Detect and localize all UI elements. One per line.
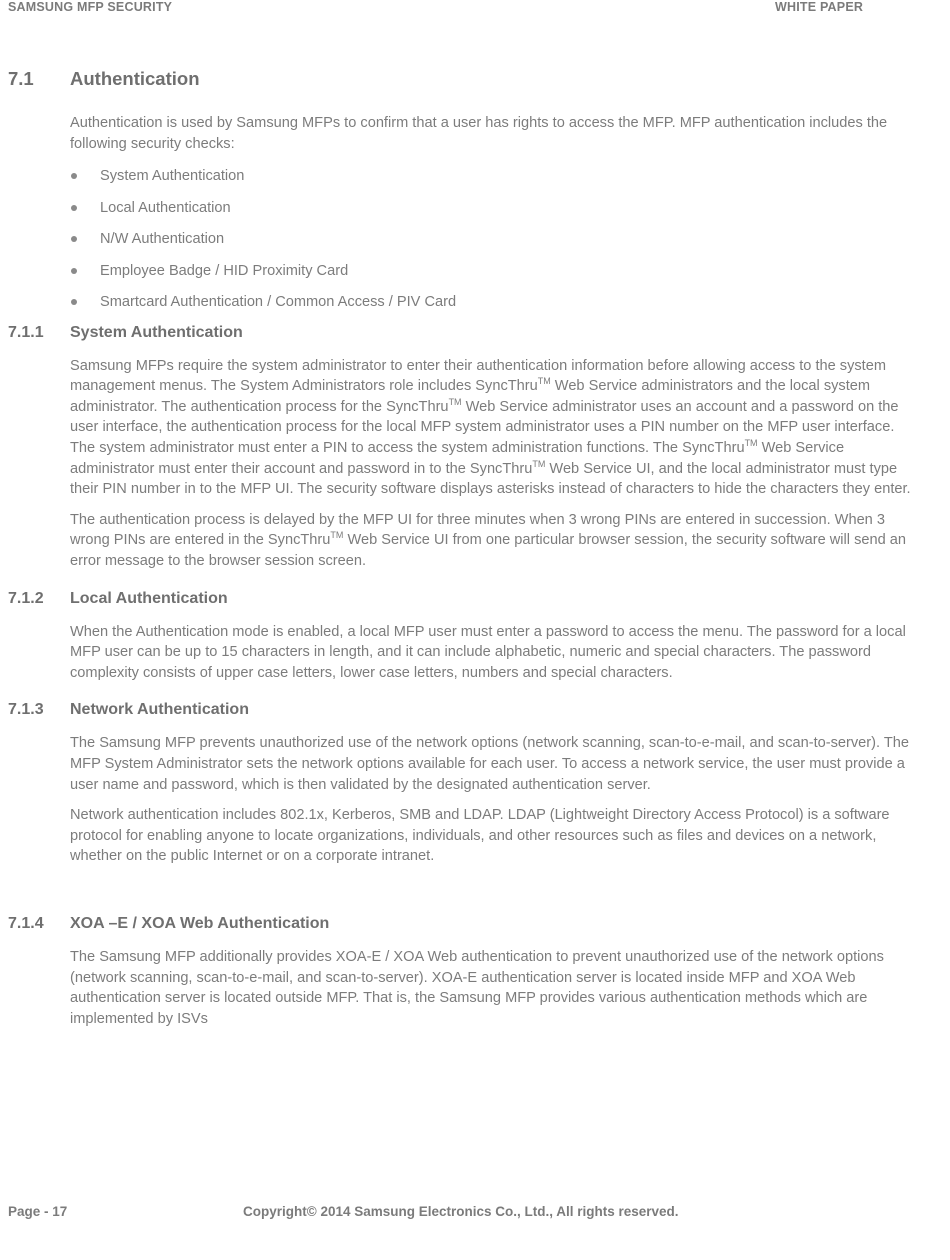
section-title: Authentication [70,68,200,89]
section-number: 7.1 [8,68,34,89]
security-checks-list [0,166,950,312]
list-item-label: Smartcard Authentication / Common Access / PIV Card [100,294,457,311]
subsection-heading-local-authentication [0,590,950,612]
network-authentication-paragraph-1: The Samsung MFP prevents unauthorized use of the network options (network scanning, scan-to-e-mail, and scan-to-server). The MFP System Administrator sets the network options available for each user. To access a network service, the user must provide a user name and password, which is then validated by the designated authentication server. [70,735,910,793]
running-header-title: SAMSUNG MFP SECURITY [8,0,173,14]
trademark-mark: TM [744,438,758,449]
subsection-title: System Authentication [70,323,243,341]
text-run: Web Service administrator must enter their account and password in to the SyncThru [70,440,845,477]
subsection-title: XOA –E / XOA Web Authentication [70,914,330,932]
list-item [70,198,950,218]
subsection-heading-network-authentication [0,701,950,723]
text-run: Web Service administrators and the local system administrator. The authentication process for the SyncThru [70,378,871,415]
subsection-number: 7.1.4 [8,914,44,932]
xoa-authentication-paragraph: The Samsung MFP additionally provides XOA-E / XOA Web authentication to prevent unauthorized use of the network options (network scanning, scan-to-e-mail, and scan-to-server). XOA-E authentication server is located inside MFP and XOA Web authentication server is located outside MFP. That is, the Samsung MFP provides various authentication methods which are implemented by ISVs [70,948,884,1027]
text-run: Samsung MFPs require the system administrator to enter their authentication information before allowing access to the system management menus. The System Administrators role includes SyncThru [70,357,887,395]
system-authentication-paragraph-2 [70,510,922,572]
bullet-icon [71,173,77,179]
list-item-label: N/W Authentication [100,231,225,248]
page-number: Page - 17 [8,1204,68,1219]
trademark-mark: TM [537,376,551,387]
text-run: Web Service administrator uses an account and a password on the user interface, the authentication process for the local MFP system administrator uses a PIN number on the MFP user interface. The system administrator must enter a PIN to access the system administration functions. The SyncThru [70,398,899,457]
bullet-icon [71,299,77,305]
text-run: The authentication process is delayed by the MFP UI for three minutes when 3 wrong PINs are entered in succession. When 3 wrong PINs are entered in the SyncThru [70,511,885,549]
system-authentication-paragraph-1 [70,356,922,500]
list-item [70,229,950,249]
list-item [70,166,950,186]
list-item-label: Employee Badge / HID Proximity Card [100,262,349,279]
running-header-doc-type: WHITE PAPER [775,0,864,14]
bullet-icon [71,268,77,274]
subsection-number: 7.1.2 [8,589,44,607]
text-run: Web Service UI from one particular browser session, the security software will send an error message to the browser session screen. [70,532,907,570]
bullet-icon [71,205,77,211]
subsection-number: 7.1.3 [8,701,44,719]
list-item [70,261,950,281]
subsection-number: 7.1.1 [8,323,44,341]
subsection-title: Network Authentication [70,701,249,719]
list-item [70,292,950,312]
text-run: Web Service UI, and the local administrator must type their PIN number in to the MFP UI. The security software displays asterisks instead of characters to hide the characters they enter. [70,460,911,498]
trademark-mark: TM [330,530,344,541]
list-item-label: Local Authentication [100,199,231,216]
copyright-notice: Copyright© 2014 Samsung Electronics Co., Ltd., All rights reserved. [243,1204,679,1219]
network-authentication-paragraph-2: Network authentication includes 802.1x, Kerberos, SMB and LDAP. LDAP (Lightweight Directory Access Protocol) is a software protocol for enabling anyone to locate organizations, individuals, and other resources such as files and devices on a network, whether on the public Internet or on a corporate intranet. [70,807,890,865]
local-authentication-paragraph: When the Authentication mode is enabled, a local MFP user must enter a password to access the menu. The password for a local MFP user can be up to 15 characters in length, and it can include alphabetic, numeric and special characters. The password complexity consists of upper case letters, lower case letters, numbers and special characters. [70,623,906,681]
subsection-title: Local Authentication [70,589,228,607]
trademark-mark: TM [448,397,462,408]
document-body [0,68,950,1029]
bullet-icon [71,236,77,242]
subsection-heading-system-authentication [0,324,950,346]
section-heading-authentication [0,68,950,94]
subsection-heading-xoa-authentication [0,915,950,937]
trademark-mark: TM [532,458,546,469]
section-intro-paragraph: Authentication is used by Samsung MFPs to confirm that a user has rights to access the MFP. MFP authentication includes the following security checks: [70,115,888,152]
list-item-label: System Authentication [100,168,245,185]
